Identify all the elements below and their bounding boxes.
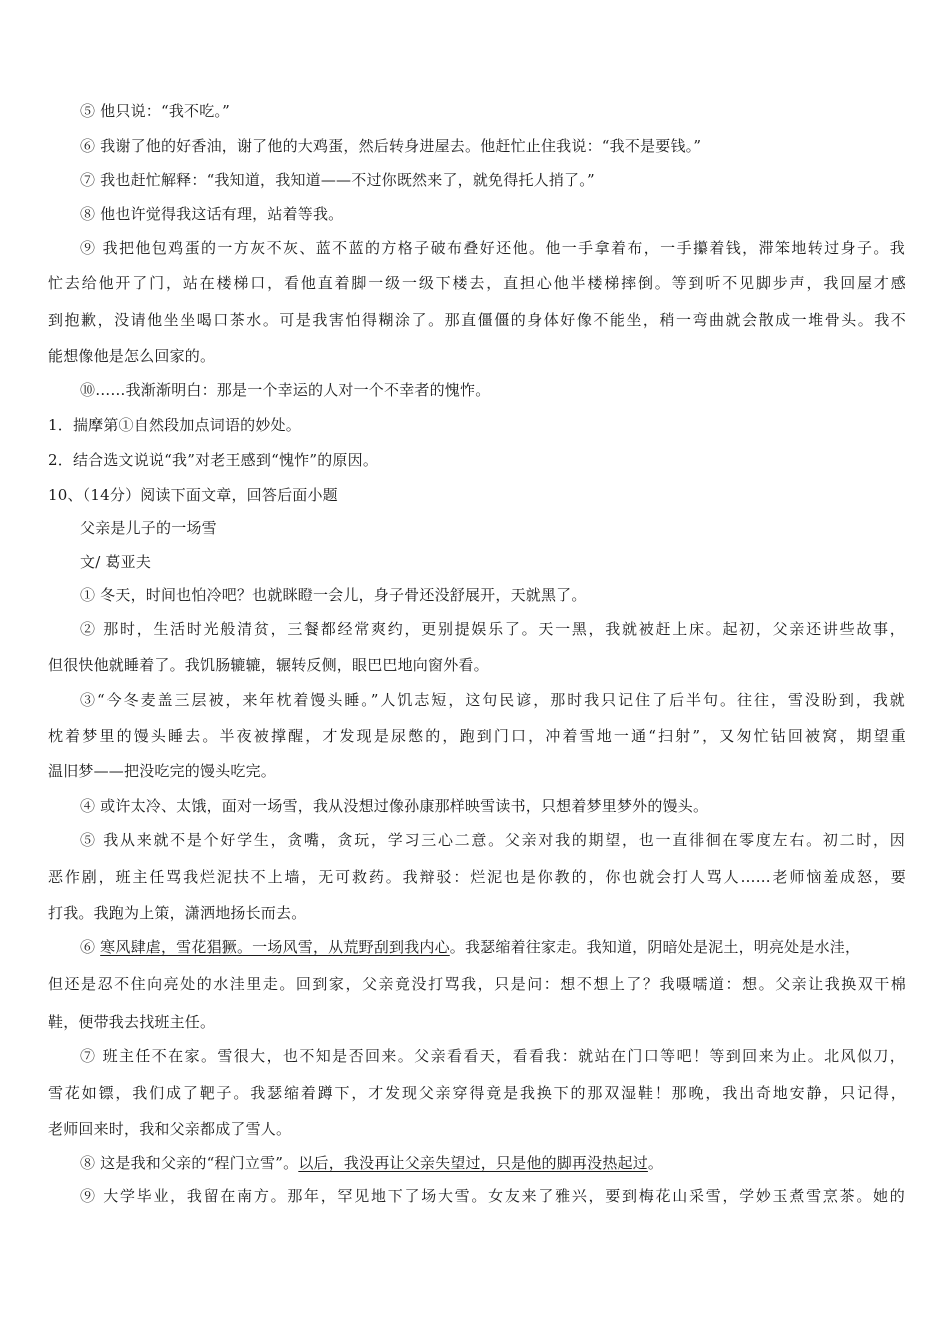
sentence-suffix: 。 (647, 1154, 664, 1172)
article-paragraph-4: ④ 或许太冷、太饿，面对一场雪，我从没想过像孙康那样映雪读书，只想着梦里梦外的馒头。 (80, 797, 709, 815)
paragraph-9-line: 能想像他是怎么回家的。 (48, 347, 216, 365)
paragraph-9-line: 到抱歉，没请他坐坐喝口茶水。可是我害怕得糊涂了。那直僵僵的身体好像不能坐，稍一弯曲就会散成一堆骨头。我不 (48, 311, 906, 329)
article-title: 父亲是儿子的一场雪 (80, 519, 217, 537)
paragraph-8: ⑧ 他也许觉得我这话有理，站着等我。 (80, 205, 344, 223)
article-paragraph-6-line (80, 937, 905, 957)
underlined-sentence: 以后，我没再让父亲失望过，只是他的脚再没热起过 (298, 1154, 648, 1172)
paragraph-7: ⑦ 我也赶忙解释：“我知道，我知道——不过你既然来了，就免得托人捎了。” (80, 171, 595, 189)
article-paragraph-5-line: ⑤ 我从来就不是个好学生，贪嘴，贪玩，学习三心二意。父亲对我的期望，也一直徘徊在零度左右。初二时，因 (80, 831, 905, 849)
paragraph-number: ⑥ (80, 938, 101, 956)
article-paragraph-2-line: 但很快他就睡着了。我饥肠辘辘，辗转反侧，眼巴巴地向窗外看。 (48, 656, 489, 674)
article-author: 文/ 葛亚夫 (80, 553, 152, 571)
paragraph-9-line: ⑨ 我把他包鸡蛋的一方灰不灰、蓝不蓝的方格子破布叠好还他。他一手拿着布，一手攥着钱，滞笨地转过身子。我 (80, 239, 905, 257)
article-paragraph-6-line: 鞋，便带我去找班主任。 (48, 1013, 216, 1031)
article-paragraph-1: ① 冬天，时间也怕冷吧？也就眯瞪一会儿，身子骨还没舒展开，天就黑了。 (80, 586, 587, 604)
article-paragraph-5-line: 恶作剧，班主任骂我烂泥扶不上墙，无可救药。我辩驳：烂泥也是你教的，你也就会打人骂人……老师恼羞成怒，要 (48, 868, 906, 886)
article-paragraph-3-line: 枕着梦里的馒头睡去。半夜被撑醒，才发现是尿憋的，跑到门口，冲着雪地一通“扫射”，又匆忙钻回被窝，期望重 (48, 727, 906, 745)
sentence-prefix: ⑧ 这是我和父亲的“程门立雪”。 (80, 1154, 299, 1172)
paragraph-9-line: 忙去给他开了门，站在楼梯口，看他直着脚一级一级下楼去，直担心他半楼梯摔倒。等到听不见脚步声，我回屋才感 (48, 274, 906, 292)
article-paragraph-7-line: 老师回来时，我和父亲都成了雪人。 (48, 1120, 292, 1138)
section-10-heading: 10、（14分）阅读下面文章，回答后面小题 (48, 486, 338, 504)
article-paragraph-6-line: 但还是忍不住向亮处的水洼里走。回到家，父亲竟没打骂我，只是问：想不想上了？我嗫嚅道：想。父亲让我换双干棉 (48, 975, 906, 993)
article-paragraph-3-line: 温旧梦——把没吃完的馒头吃完。 (48, 762, 277, 780)
article-paragraph-8 (80, 1153, 905, 1173)
underlined-sentence: 寒风肆虐，雪花猖獗。一场风雪，从荒野刮到我内心 (100, 938, 450, 956)
paragraph-10: ⑩……我渐渐明白：那是一个幸运的人对一个不幸者的愧怍。 (80, 381, 491, 399)
article-paragraph-9: ⑨ 大学毕业，我留在南方。那年，罕见地下了场大雪。女友来了雅兴，要到梅花山采雪，学妙玉煮雪烹茶。她的 (80, 1187, 905, 1205)
paragraph-6: ⑥ 我谢了他的好香油，谢了他的大鸡蛋，然后转身进屋去。他赶忙止住我说：“我不是要钱。” (80, 137, 702, 155)
article-paragraph-5-line: 打我。我跑为上策，潇洒地扬长而去。 (48, 904, 307, 922)
sentence-rest: 。我瑟缩着往家走。我知道，阴暗处是泥土，明亮处是水洼， (449, 938, 861, 956)
question-1: 1．揣摩第①自然段加点词语的妙处。 (48, 416, 301, 434)
article-paragraph-3-line: ③“今冬麦盖三层被，来年枕着馒头睡。”人饥志短，这句民谚，那时我只记住了后半句。往往，雪没盼到，我就 (80, 691, 905, 709)
question-2: 2．结合选文说说“我”对老王感到“愧怍”的原因。 (48, 451, 379, 469)
article-paragraph-7-line: ⑦ 班主任不在家。雪很大，也不知是否回来。父亲看看天，看看我：就站在门口等吧！等到回来为止。北风似刀， (80, 1047, 905, 1065)
paragraph-5: ⑤ 他只说：“我不吃。” (80, 102, 231, 120)
article-paragraph-7-line: 雪花如镖，我们成了靶子。我瑟缩着蹲下，才发现父亲穿得竟是我换下的那双湿鞋！那晚，我出奇地安静，只记得， (48, 1084, 906, 1102)
article-paragraph-2-line: ② 那时，生活时光般清贫，三餐都经常爽约，更别提娱乐了。天一黑，我就被赶上床。起初，父亲还讲些故事， (80, 620, 905, 638)
